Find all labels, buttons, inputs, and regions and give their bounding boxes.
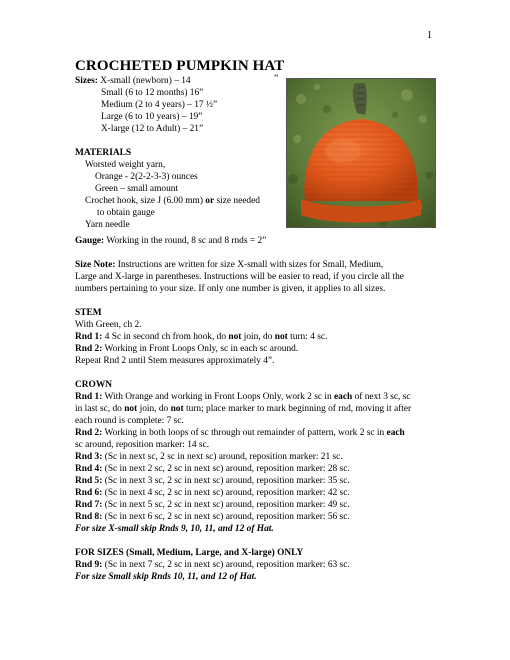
size-medium: Medium (2 to 4 years) – 17 ½” bbox=[101, 100, 218, 110]
crown-rnd-1-text-2: of next 3 sc, sc bbox=[352, 392, 411, 402]
stem-rnd-1-text-2: join, do bbox=[241, 332, 275, 342]
small-skip-note: For size Small skip Rnds 10, 11, and 12 of Hat. bbox=[75, 572, 257, 582]
crown-rnd-6 bbox=[75, 488, 350, 499]
crown-rnd-5 bbox=[75, 476, 350, 487]
stem-rnd-2-label: Rnd 2: bbox=[75, 344, 103, 354]
size-xsmall: X-small (newborn) – 14 bbox=[100, 76, 191, 86]
materials-heading: MATERIALS bbox=[75, 148, 132, 158]
crown-rnd-9-text: (Sc in next 7 sc, 2 sc in next sc) around, reposition marker: 63 sc. bbox=[102, 560, 350, 570]
size-note-line-3: numbers pertaining to your size. If only one number is given, it applies to all sizes. bbox=[75, 284, 386, 294]
crown-rnd-text: (Sc in next sc, 2 sc in next sc) around, reposition marker: 21 sc. bbox=[102, 452, 343, 462]
crown-rnd-1-text-4: join, do bbox=[137, 404, 171, 414]
stem-repeat: Repeat Rnd 2 until Stem measures approximately 4”. bbox=[75, 356, 275, 366]
crown-rnd-2 bbox=[75, 428, 405, 439]
crown-rnd-text: (Sc in next 4 sc, 2 sc in next sc) around, reposition marker: 42 sc. bbox=[102, 488, 350, 498]
materials-green: Green – small amount bbox=[95, 184, 179, 194]
hook-text: Crochet hook, size J (6.00 mm) bbox=[85, 196, 206, 206]
crown-rnd-2-line-2: sc around, reposition marker: 14 sc. bbox=[75, 440, 210, 450]
crown-rnd-text: (Sc in next 2 sc, 2 sc in next sc) around, reposition marker: 28 sc. bbox=[102, 464, 350, 474]
crown-rnd-label: Rnd 4: bbox=[75, 464, 103, 474]
sizes-line-xsmall bbox=[75, 76, 191, 87]
size-xlarge: X-large (12 to Adult) – 21” bbox=[101, 124, 204, 134]
stem-heading: STEM bbox=[75, 308, 102, 318]
size-note-label: Size Note: bbox=[75, 260, 116, 270]
stem-rnd-1-not: not bbox=[228, 332, 242, 342]
materials-hook bbox=[85, 196, 260, 207]
stem-rnd-1-text: 4 Sc in second ch from hook, do bbox=[102, 332, 229, 342]
crown-heading: CROWN bbox=[75, 380, 112, 390]
crown-rnd-1-text: With Orange and working in Front Loops Only, work 2 sc in bbox=[102, 392, 334, 402]
size-note-line-2: Large and X-large in parentheses. Instructions will be easier to read, if you circle all the bbox=[75, 272, 404, 282]
stray-quote-mark: ” bbox=[274, 74, 279, 84]
crown-rnd-7 bbox=[75, 500, 350, 511]
pumpkin-hat-photo bbox=[286, 78, 436, 228]
stem-rnd-1 bbox=[75, 332, 327, 343]
crown-rnd-text: (Sc in next 6 sc, 2 sc in next sc) around, reposition marker: 56 sc. bbox=[102, 512, 350, 522]
size-note-line-1 bbox=[75, 260, 383, 271]
crown-rnd-2-label: Rnd 2: bbox=[75, 428, 103, 438]
crown-rnd-label: Rnd 8: bbox=[75, 512, 103, 522]
crown-rnd-3 bbox=[75, 452, 343, 463]
crown-rnd-2-each: each bbox=[386, 428, 405, 438]
stem-rnd-1-text-3: turn: 4 sc. bbox=[287, 332, 328, 342]
crown-rnd-label: Rnd 3: bbox=[75, 452, 103, 462]
crown-rnd-1-line-3: each round is complete: 7 sc. bbox=[75, 416, 184, 426]
hook-or: or bbox=[205, 196, 215, 206]
size-note-text-1: Instructions are written for size X-small with sizes for Small, Medium, bbox=[115, 260, 384, 270]
gauge-line bbox=[75, 236, 266, 247]
stem-rnd-1-not-2: not bbox=[274, 332, 288, 342]
crown-rnd-4 bbox=[75, 464, 350, 475]
crown-rnd-1 bbox=[75, 392, 411, 403]
crown-rnd-1-text-3: in last sc, do bbox=[75, 404, 125, 414]
larger-sizes-heading: FOR SIZES (Small, Medium, Large, and X-large) ONLY bbox=[75, 548, 304, 558]
page-number: 1 bbox=[427, 30, 432, 41]
crown-rnd-text: (Sc in next 5 sc, 2 sc in next sc) around, reposition marker: 49 sc. bbox=[102, 500, 350, 510]
hook-text-2: size needed bbox=[214, 196, 260, 206]
stem-rnd-2-text: Working in Front Loops Only, sc in each sc around. bbox=[102, 344, 299, 354]
sizes-label: Sizes: bbox=[75, 76, 98, 86]
materials-orange: Orange - 2(2-2-3-3) ounces bbox=[95, 172, 198, 182]
size-large: Large (6 to 10 years) – 19” bbox=[101, 112, 203, 122]
crown-rnd-2-text: Working in both loops of sc through out remainder of pattern, work 2 sc in bbox=[102, 428, 387, 438]
gauge-label: Gauge: bbox=[75, 236, 105, 246]
crown-rnd-text: (Sc in next 3 sc, 2 sc in next sc) around, reposition marker: 35 sc. bbox=[102, 476, 350, 486]
materials-gauge-note: to obtain gauge bbox=[97, 208, 155, 218]
stem-rnd-2 bbox=[75, 344, 298, 355]
crown-rnd-1-line-2 bbox=[75, 404, 411, 415]
size-small: Small (6 to 12 months) 16” bbox=[101, 88, 204, 98]
crown-rnd-label: Rnd 6: bbox=[75, 488, 103, 498]
crown-rnd-9 bbox=[75, 560, 350, 571]
stem-intro: With Green, ch 2. bbox=[75, 320, 142, 330]
crown-rnd-1-not-2: not bbox=[170, 404, 184, 414]
xsmall-skip-note: For size X-small skip Rnds 9, 10, 11, and 12 of Hat. bbox=[75, 524, 274, 534]
materials-needle: Yarn needle bbox=[85, 220, 130, 230]
crown-rnd-label: Rnd 5: bbox=[75, 476, 103, 486]
crown-rnd-8 bbox=[75, 512, 350, 523]
crown-rnd-1-not: not bbox=[124, 404, 138, 414]
page-title: CROCHETED PUMPKIN HAT bbox=[75, 58, 285, 74]
stem-rnd-1-label: Rnd 1: bbox=[75, 332, 103, 342]
crown-rnd-label: Rnd 7: bbox=[75, 500, 103, 510]
crown-rnd-1-label: Rnd 1: bbox=[75, 392, 103, 402]
materials-yarn: Worsted weight yarn, bbox=[85, 160, 166, 170]
crown-rnd-1-each: each bbox=[334, 392, 353, 402]
gauge-text: Working in the round, 8 sc and 8 rnds = 2” bbox=[104, 236, 267, 246]
crown-rnd-1-text-5: turn; place marker to mark beginning of rnd, moving it after bbox=[183, 404, 412, 414]
crown-rnd-9-label: Rnd 9: bbox=[75, 560, 103, 570]
